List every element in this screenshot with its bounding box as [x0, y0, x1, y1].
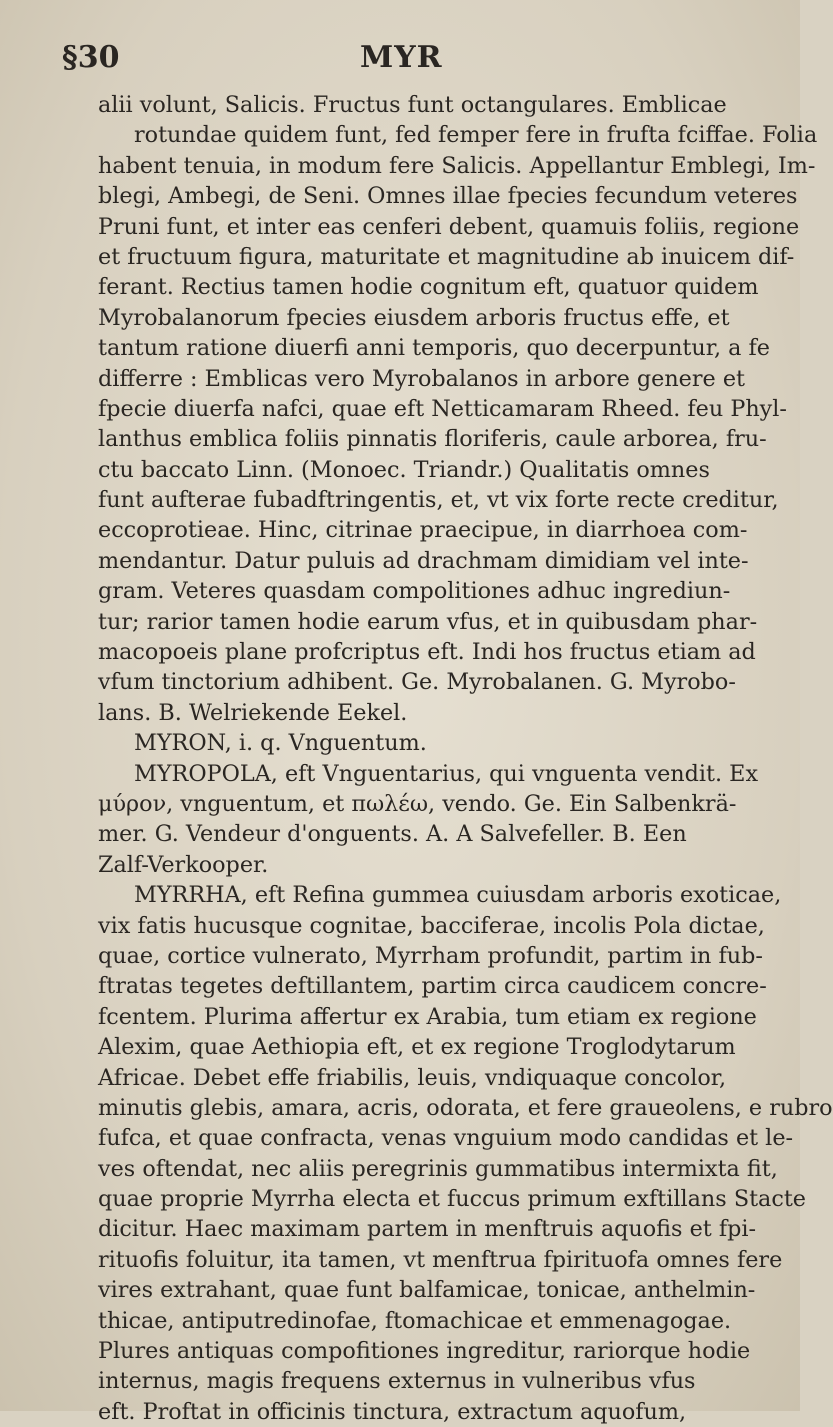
text-line: ferant. Rectius tamen hodie cognitum eft, quatuor quidem — [98, 274, 759, 301]
text-line: tur; rarior tamen hodie earum vfus, et in quibusdam phar- — [98, 608, 758, 635]
text-line: Zalf-Verkooper. — [98, 851, 269, 878]
text-line: vires extrahant, quae funt balfamicae, tonicae, anthelmin- — [98, 1277, 756, 1304]
text-line: tantum ratione diuerfi anni temporis, quo decerpuntur, a fe — [98, 335, 770, 362]
entry-heading: MYRRHA, eft Refina gummea cuiusdam arboris exoticae, — [134, 882, 782, 909]
text-line: differre : Emblicas vero Myrobalanos in arbore genere et — [98, 365, 745, 392]
text-line: minutis glebis, amara, acris, odorata, et fere graueolens, e rubro — [98, 1094, 833, 1121]
text-line: lans. B. Welriekende Eekel. — [98, 699, 408, 726]
text-line: vix fatis hucusque cognitae, bacciferae, incolis Pola dictae, — [98, 912, 765, 939]
text-line: dicitur. Haec maximam partem in menftruis aquofis et fpi- — [98, 1216, 757, 1243]
text-line: ves oftendat, nec aliis peregrinis gummatibus intermixta fit, — [98, 1155, 778, 1182]
running-head: MYR — [360, 40, 443, 75]
body-text — [98, 90, 833, 1427]
text-line: habent tenuia, in modum fere Salicis. Appellantur Emblegi, Im- — [98, 152, 816, 179]
text-line: ctu baccato Linn. (Monoec. Triandr.) Qualitatis omnes — [98, 456, 710, 483]
text-line: fcentem. Plurima affertur ex Arabia, tum etiam ex regione — [98, 1003, 757, 1030]
text-line: Myrobalanorum fpecies eiusdem arboris fructus effe, et — [98, 304, 730, 331]
entry-heading: MYRON, i. q. Vnguentum. — [134, 730, 427, 757]
text-line: thicae, antiputredinofae, ftomachicae et emmenagogae. — [98, 1307, 732, 1334]
text-line: fpecie diuerfa nafci, quae eft Netticamaram Rheed. feu Phyl- — [98, 395, 787, 422]
text-line: lanthus emblica foliis pinnatis floriferis, caule arborea, fru- — [98, 426, 767, 453]
text-line: ftratas tegetes deftillantem, partim circa caudicem concre- — [98, 973, 767, 1000]
text-line: Africae. Debet effe friabilis, leuis, vndiquaque concolor, — [98, 1064, 727, 1091]
text-line: rituofis foluitur, ita tamen, vt menftrua fpirituofa omnes fere — [98, 1246, 783, 1273]
text-line: eccoprotieae. Hinc, citrinae praecipue, in diarrhoea com- — [98, 517, 748, 544]
text-line: mer. G. Vendeur d'onguents. A. A Salvefeller. B. Een — [98, 821, 687, 848]
text-line: rotundae quidem funt, fed femper fere in frufta fciffae. Folia — [134, 122, 818, 149]
text-line: quae, cortice vulnerato, Myrrham profundit, partim in fub- — [98, 942, 763, 969]
text-line: vfum tinctorium adhibent. Ge. Myrobalanen. G. Myrobo- — [98, 669, 736, 696]
text-line: macopoeis plane profcriptus eft. Indi hos fructus etiam ad — [98, 639, 756, 666]
text-line: mendantur. Datur puluis ad drachmam dimidiam vel inte- — [98, 547, 749, 574]
text-line: alii volunt, Salicis. Fructus funt octangulares. Emblicae — [98, 92, 727, 118]
text-line: μύρον, vnguentum, et πωλέω, vendo. Ge. Ein Salbenkrä- — [98, 790, 737, 817]
page-number: §30 — [62, 40, 120, 75]
text-line: Plures antiquas compofitiones ingreditur, rariorque hodie — [98, 1338, 751, 1365]
text-line: et fructuum figura, maturitate et magnitudine ab inuicem dif- — [98, 243, 795, 270]
text-line: internus, magis frequens externus in vulneribus vfus — [98, 1368, 696, 1395]
entry-heading: MYROPOLA, eft Vnguentarius, qui vnguenta vendit. Ex — [134, 760, 759, 787]
text-line: Alexim, quae Aethiopia eft, et ex regione Troglodytarum — [98, 1034, 736, 1061]
text-line: gram. Veteres quasdam compolitiones adhuc ingrediun- — [98, 578, 731, 605]
text-line: blegi, Ambegi, de Seni. Omnes illae fpecies fecundum veteres — [98, 183, 798, 210]
text-line: fufca, et quae confracta, venas vnguium modo candidas et le- — [98, 1125, 794, 1152]
text-line: eft. Proftat in officinis tinctura, extractum aquofum, — [98, 1398, 687, 1425]
text-line: funt aufterae fubadftringentis, et, vt vix forte recte creditur, — [98, 487, 779, 514]
page-header — [62, 40, 762, 80]
text-line: Pruni funt, et inter eas cenferi debent, quamuis foliis, regione — [98, 213, 800, 240]
text-line: quae proprie Myrrha electa et fuccus primum exftillans Stacte — [98, 1186, 806, 1213]
